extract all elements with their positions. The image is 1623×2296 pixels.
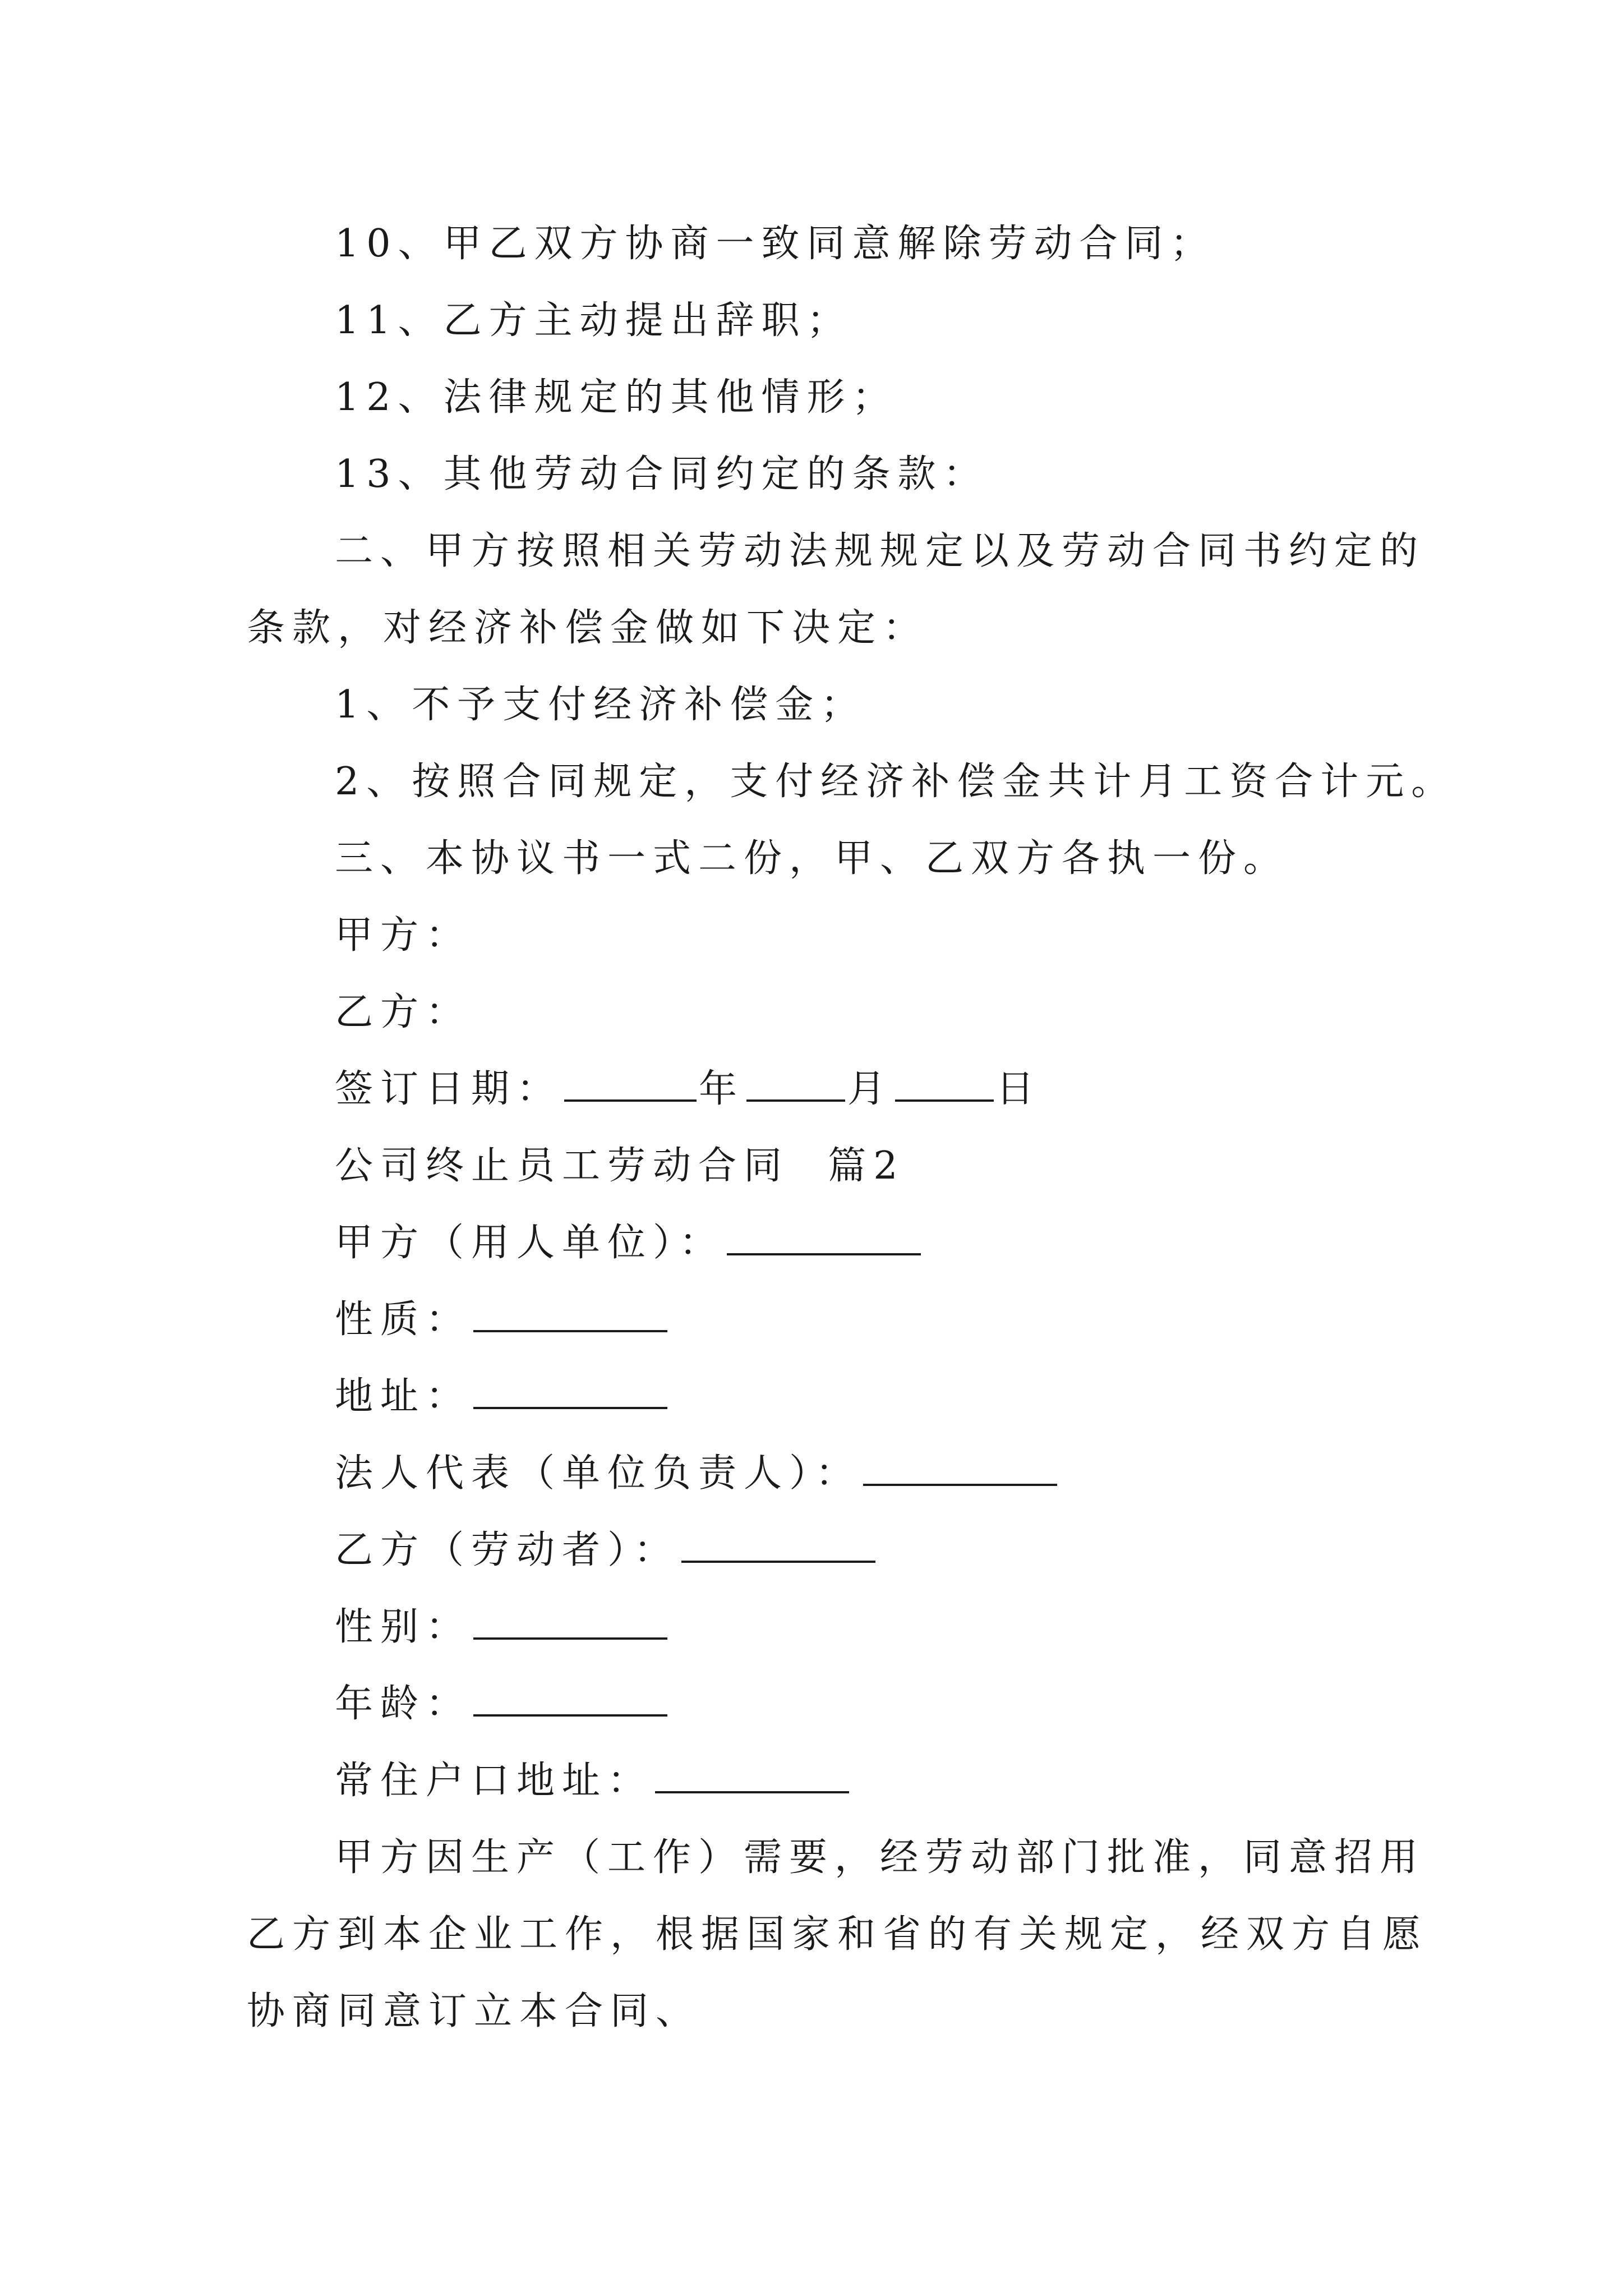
field-address-label: 地址：	[335, 1374, 472, 1419]
section3: 三、本协议书一式二份，甲、乙双方各执一份。	[335, 836, 1289, 881]
field-address-row	[335, 1369, 670, 1425]
option-2: 2、按照合同规定，支付经济补偿金共计月工资合计元。	[335, 760, 1457, 804]
field-residence-row	[335, 1753, 851, 1809]
option-1: 1、不予支付经济补偿金；	[335, 683, 866, 727]
day-label: 日	[996, 1067, 1042, 1111]
field-nature-row	[335, 1292, 670, 1348]
month-blank[interactable]	[746, 1066, 845, 1102]
field-residence-blank[interactable]	[655, 1757, 849, 1793]
field-nature-blank[interactable]	[473, 1296, 667, 1332]
field-age-label: 年龄：	[335, 1682, 472, 1726]
field-gender-row	[335, 1599, 670, 1655]
field-employee-row	[335, 1522, 878, 1579]
field-nature-label: 性质：	[335, 1297, 472, 1342]
clause-12: 12、法律规定的其他情形；	[335, 375, 898, 420]
field-employer-blank[interactable]	[727, 1220, 921, 1255]
field-address-blank[interactable]	[473, 1373, 667, 1409]
field-gender-label: 性别：	[335, 1605, 472, 1649]
field-employee-blank[interactable]	[681, 1527, 875, 1563]
clause-13: 13、其他劳动合同约定的条款：	[335, 452, 989, 496]
field-legal-rep-row	[335, 1446, 1059, 1502]
field-legal-rep-label: 法人代表（单位负责人）：	[335, 1451, 861, 1496]
field-age-row	[335, 1676, 670, 1732]
clause-11: 11、乙方主动提出辞职；	[335, 298, 852, 343]
year-label: 年	[699, 1067, 745, 1111]
paragraph-line3: 协商同意订立本合同、	[247, 1989, 702, 2033]
month-label: 月	[847, 1067, 893, 1111]
field-employer-row	[335, 1215, 923, 1271]
section2-line1: 二、甲方按照相关劳动法规规定以及劳动合同书约定的	[335, 529, 1426, 573]
field-gender-blank[interactable]	[473, 1604, 667, 1640]
field-legal-rep-blank[interactable]	[863, 1450, 1057, 1486]
year-blank[interactable]	[564, 1066, 697, 1102]
paragraph-line1: 甲方因生产（工作）需要，经劳动部门批准，同意招用	[335, 1835, 1426, 1880]
party-b-label: 乙方：	[335, 990, 472, 1034]
field-age-blank[interactable]	[473, 1681, 667, 1717]
clause-10: 10、甲乙双方协商一致同意解除劳动合同；	[335, 222, 1216, 266]
paragraph-line2: 乙方到本企业工作，根据国家和省的有关规定，经双方自愿	[247, 1912, 1428, 1957]
sign-date-row	[335, 1061, 1041, 1117]
field-employee-label: 乙方（劳动者）：	[335, 1528, 680, 1572]
day-blank[interactable]	[895, 1066, 994, 1102]
party-a-label: 甲方：	[335, 913, 472, 958]
field-employer-label: 甲方（用人单位）：	[335, 1221, 725, 1265]
sign-date-label: 签订日期：	[335, 1067, 562, 1111]
field-residence-label: 常住户口地址：	[335, 1759, 653, 1803]
section2-line2: 条款，对经济补偿金做如下决定：	[247, 606, 929, 650]
heading-part2: 公司终止员工劳动合同 篇2	[335, 1144, 905, 1188]
